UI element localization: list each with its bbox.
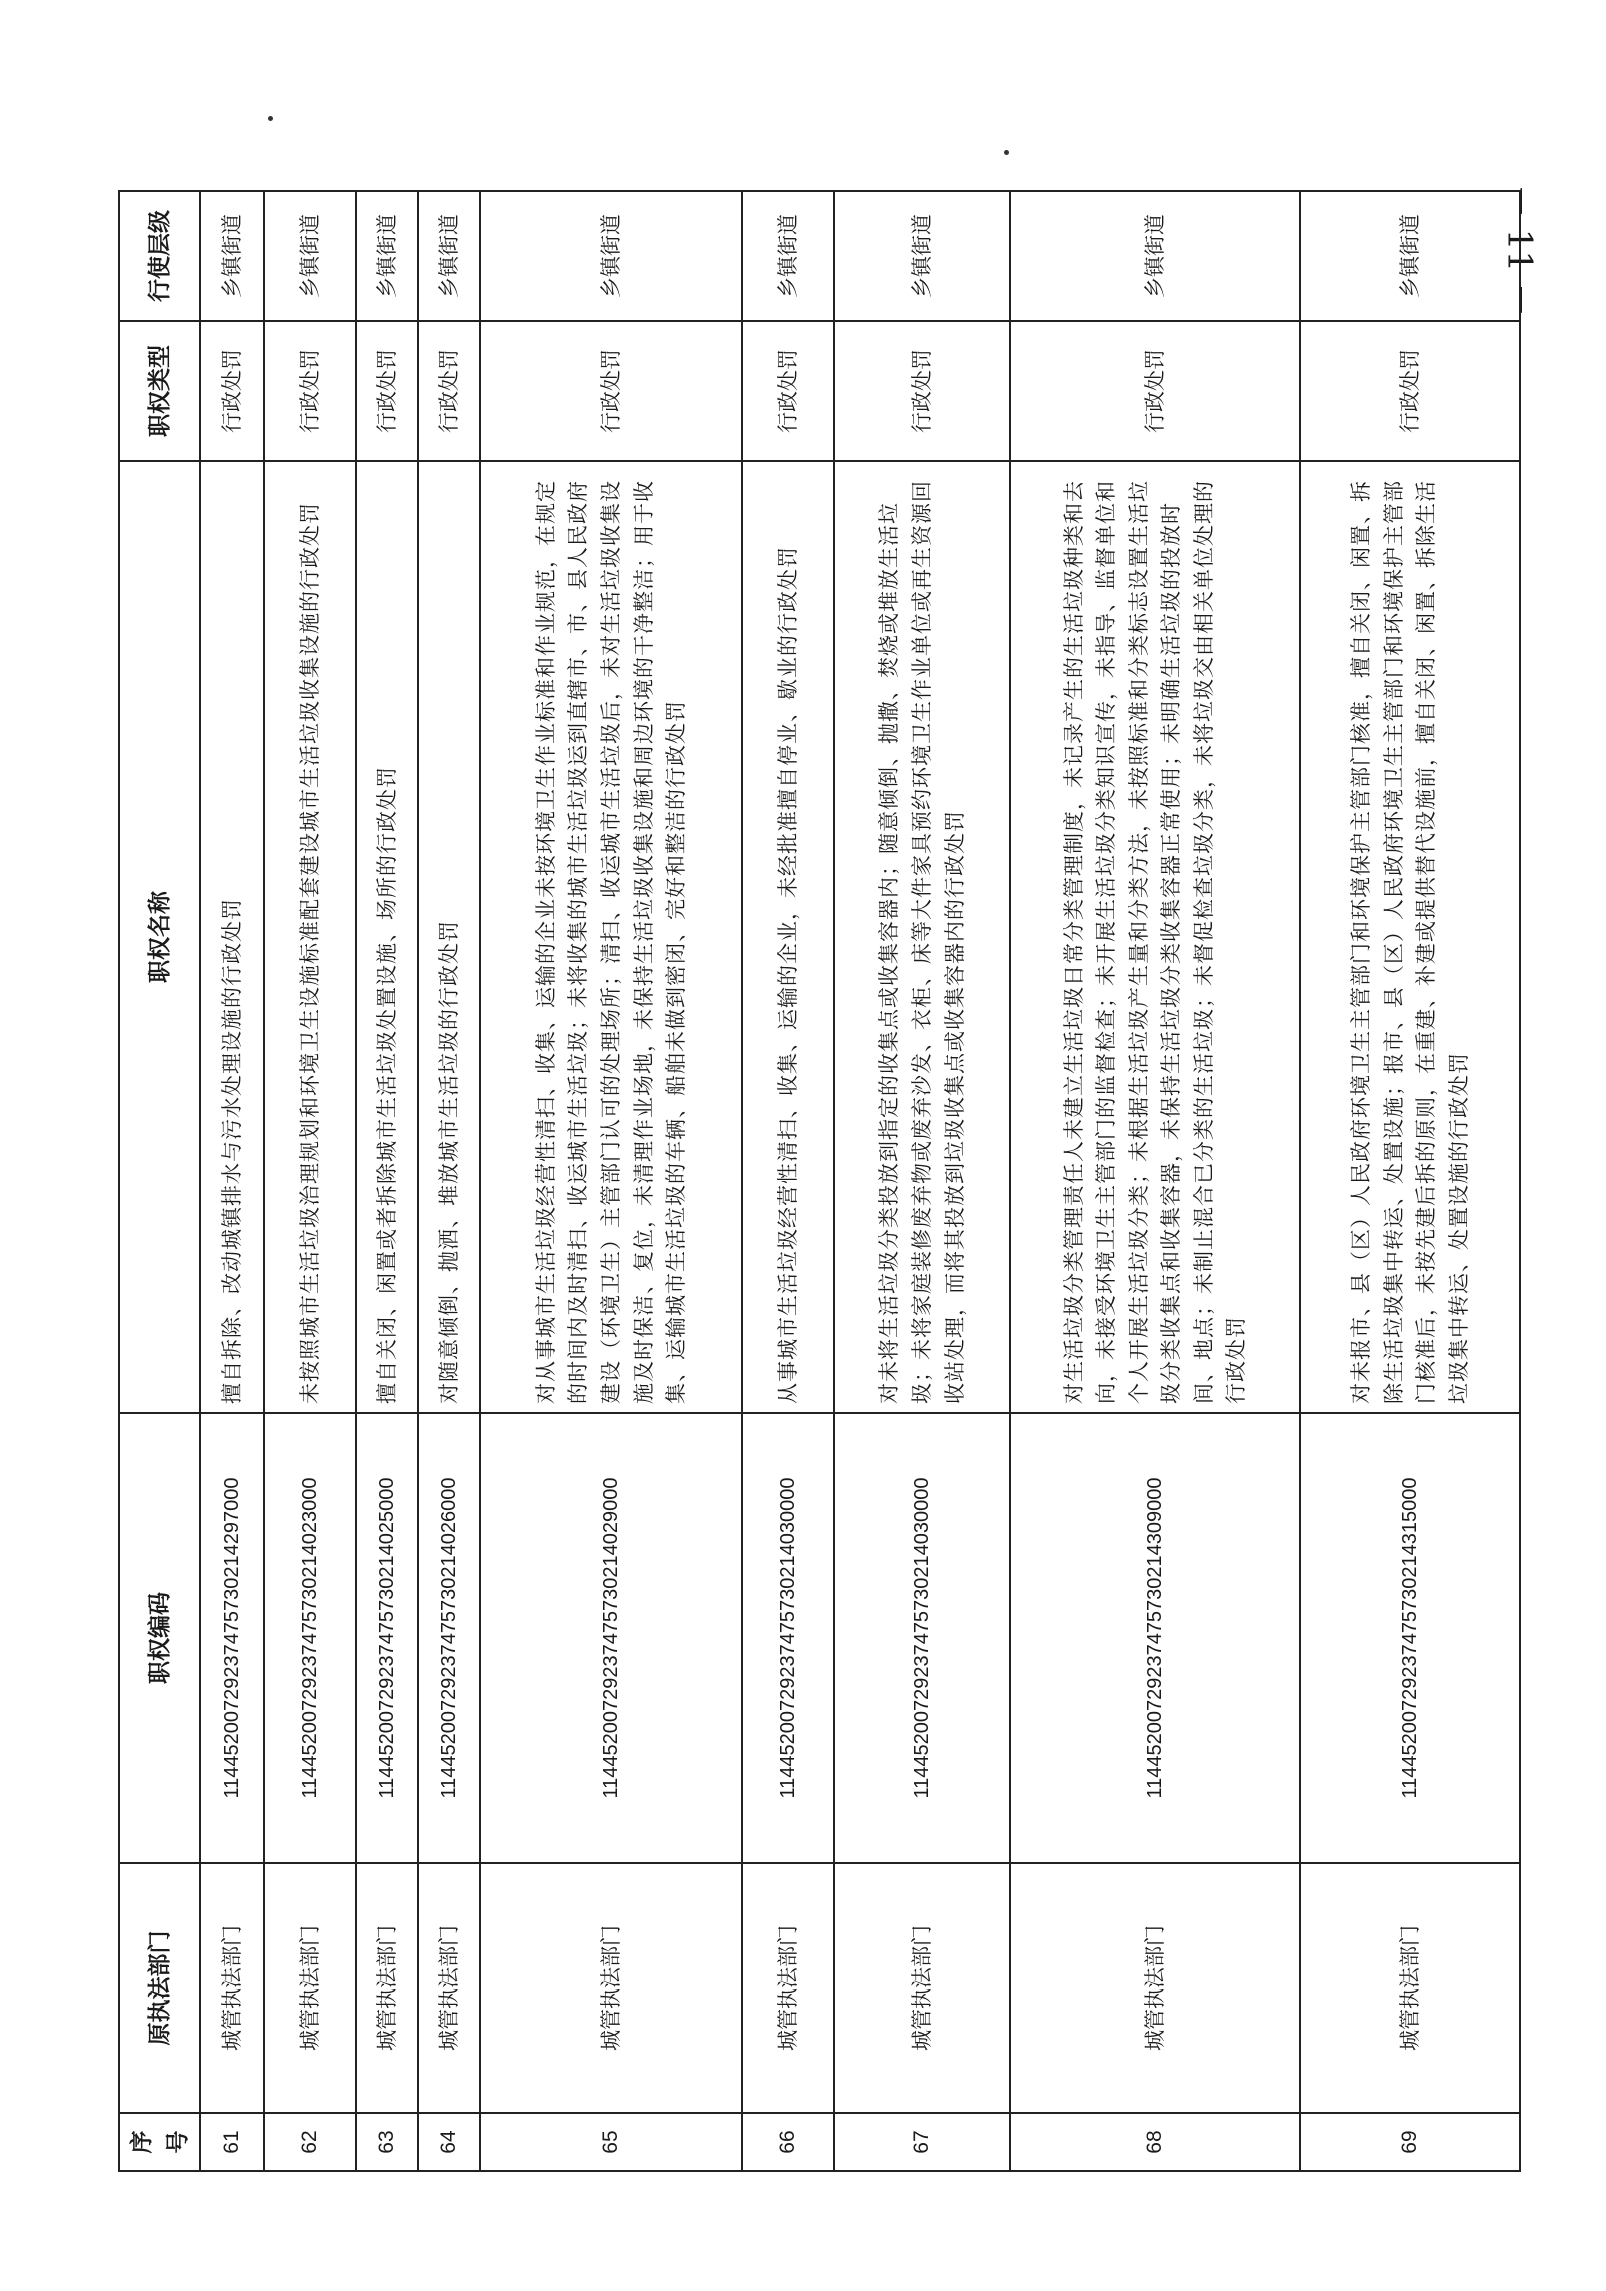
row-name: 擅自拆除、改动城镇排水与污水处理设施的行政处罚 — [200, 461, 264, 1413]
table-row — [356, 191, 418, 2171]
header-name: 职权名称 — [119, 461, 200, 1413]
row-level: 乡镇街道 — [480, 191, 742, 321]
row-dept: 城管执法部门 — [1010, 1863, 1300, 2113]
row-level: 乡镇街道 — [356, 191, 418, 321]
header-level: 行使层级 — [119, 191, 200, 321]
header-no: 序号 — [119, 2113, 200, 2171]
row-code: 11445200729237475730214023000 — [264, 1413, 356, 1863]
row-level: 乡镇街道 — [834, 191, 1010, 321]
table-header-row — [119, 191, 200, 2171]
table-row — [480, 191, 742, 2171]
row-no: 68 — [1010, 2113, 1300, 2171]
row-no: 66 — [742, 2113, 834, 2171]
row-no: 61 — [200, 2113, 264, 2171]
table-row — [418, 191, 480, 2171]
scan-speck — [268, 116, 273, 121]
row-dept: 城管执法部门 — [356, 1863, 418, 2113]
row-dept: 城管执法部门 — [418, 1863, 480, 2113]
row-no: 67 — [834, 2113, 1010, 2171]
row-type: 行政处罚 — [742, 321, 834, 461]
row-level: 乡镇街道 — [1010, 191, 1300, 321]
row-name: 未按照城市生活垃圾治理规划和环境卫生设施标准配套建设城市生活垃圾收集设施的行政处罚 — [264, 461, 356, 1413]
row-level: 乡镇街道 — [418, 191, 480, 321]
row-type: 行政处罚 — [356, 321, 418, 461]
row-no: 63 — [356, 2113, 418, 2171]
table-rotator — [118, 192, 1500, 2172]
row-no: 64 — [418, 2113, 480, 2171]
page-number: － 11 － — [1499, 183, 1540, 317]
row-name: 对生活垃圾分类管理责任人未建立生活垃圾日常分类管理制度，未记录产生的生活垃圾种类和去向，未接受环境卫生主管部门的监督检查；未开展生活垃圾分类知识宣传，未指导、监督单位和个人开展生活垃圾分类；未根据生活垃圾产生量和分类方法，未按照标准和分类标志设置生活垃圾分类收集点和收集容器，未保持生活垃圾分类收集容器正常使用；未明确生活垃圾的投放时间、地点；未制止混合已分类的生活垃圾；未督促检查垃圾分类，未将垃圾交由相关单位处理的行政处罚 — [1010, 461, 1300, 1413]
table-row — [834, 191, 1010, 2171]
row-type: 行政处罚 — [418, 321, 480, 461]
table-row — [264, 191, 356, 2171]
row-no: 69 — [1300, 2113, 1520, 2171]
row-dept: 城管执法部门 — [264, 1863, 356, 2113]
row-code: 11445200729237475730214026000 — [418, 1413, 480, 1863]
row-code: 11445200729237475730214030000 — [742, 1413, 834, 1863]
row-code: 11445200729237475730214309000 — [1010, 1413, 1300, 1863]
row-code: 11445200729237475730214297000 — [200, 1413, 264, 1863]
row-dept: 城管执法部门 — [834, 1863, 1010, 2113]
row-dept: 城管执法部门 — [742, 1863, 834, 2113]
row-no: 65 — [480, 2113, 742, 2171]
row-name: 对从事城市生活垃圾经营性清扫、收集、运输的企业未按环境卫生作业标准和作业规范，在规定的时间内及时清扫、收运城市生活垃圾；未将收集的城市生活垃圾运到直辖市、市、县人民政府建设（环境卫生）主管部门认可的处理场所；清扫、收运城市生活垃圾后，未对生活垃圾收集设施及时保洁、复位，未清理作业场地，未保持生活垃圾收集设施和周边环境的干净整洁；用于收集、运输城市生活垃圾的车辆、船舶未做到密闭、完好和整洁的行政处罚 — [480, 461, 742, 1413]
row-name: 对未报市、县（区）人民政府环境卫生主管部门和环境保护主管部门核准，擅自关闭、闲置、拆除生活垃圾集中转运、处置设施；报市、县（区）人民政府环境卫生主管部门和环境保护主管部门核准后，未按先建后拆的原则，在重建、补建或提供替代设施前，擅自关闭、闲置、拆除生活垃圾集中转运、处置设施的行政处罚 — [1300, 461, 1520, 1413]
row-name: 擅自关闭、闲置或者拆除城市生活垃圾处置设施、场所的行政处罚 — [356, 461, 418, 1413]
row-level: 乡镇街道 — [742, 191, 834, 321]
row-name: 对随意倾倒、抛洒、堆放城市生活垃圾的行政处罚 — [418, 461, 480, 1413]
row-level: 乡镇街道 — [1300, 191, 1520, 321]
authority-table — [118, 190, 1521, 2172]
row-type: 行政处罚 — [834, 321, 1010, 461]
table-row — [1300, 191, 1520, 2171]
header-dept: 原执法部门 — [119, 1863, 200, 2113]
row-name: 从事城市生活垃圾经营性清扫、收集、运输的企业，未经批准擅自停业、歇业的行政处罚 — [742, 461, 834, 1413]
header-code: 职权编码 — [119, 1413, 200, 1863]
row-no: 62 — [264, 2113, 356, 2171]
row-level: 乡镇街道 — [264, 191, 356, 321]
scan-speck — [1004, 150, 1009, 155]
row-type: 行政处罚 — [1010, 321, 1300, 461]
row-code: 11445200729237475730214025000 — [356, 1413, 418, 1863]
row-type: 行政处罚 — [1300, 321, 1520, 461]
table-row — [742, 191, 834, 2171]
row-type: 行政处罚 — [264, 321, 356, 461]
row-name: 对未将生活垃圾分类投放到指定的收集点或收集容器内；随意倾倒、抛撒、焚烧或堆放生活垃圾；未将家庭装修废弃物或废弃沙发、衣柜、床等大件家具预约环境卫生作业单位或再生资源回收站处理，而将其投放到垃圾收集点或收集容器内的行政处罚 — [834, 461, 1010, 1413]
row-dept: 城管执法部门 — [1300, 1863, 1520, 2113]
row-code: 11445200729237475730214030000 — [834, 1413, 1010, 1863]
table-row — [1010, 191, 1300, 2171]
rotated-table-region — [118, 192, 1500, 2172]
row-dept: 城管执法部门 — [200, 1863, 264, 2113]
row-type: 行政处罚 — [200, 321, 264, 461]
row-dept: 城管执法部门 — [480, 1863, 742, 2113]
row-type: 行政处罚 — [480, 321, 742, 461]
header-type: 职权类型 — [119, 321, 200, 461]
row-code: 11445200729237475730214029000 — [480, 1413, 742, 1863]
row-code: 11445200729237475730214315000 — [1300, 1413, 1520, 1863]
table-row — [200, 191, 264, 2171]
row-level: 乡镇街道 — [200, 191, 264, 321]
